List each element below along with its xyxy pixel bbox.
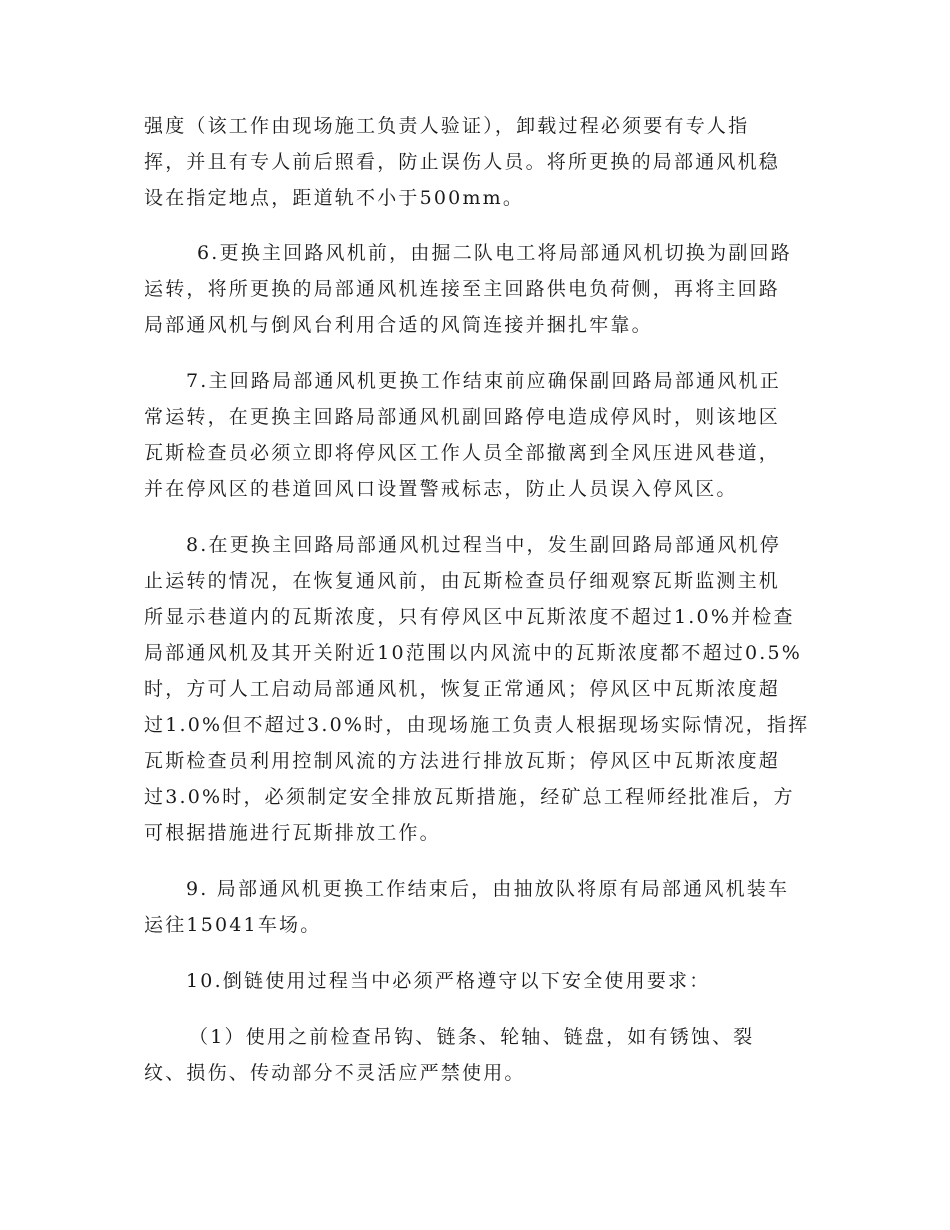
paragraph-line: 可根据措施进行瓦斯排放工作。: [144, 822, 441, 844]
paragraph-line: 设在指定地点，距道轨不小于500mm。: [144, 187, 525, 209]
paragraph-line: 过3.0%时，必须制定安全排放瓦斯措施，经矿总工程师经批准后，方: [144, 786, 795, 808]
paragraph-line: 8.在更换主回路局部通风机过程当中，发生副回路局部通风机停: [186, 534, 781, 556]
paragraph-line: 瓦斯检查员利用控制风流的方法进行排放瓦斯；停风区中瓦斯浓度超: [144, 750, 781, 772]
paragraph-line: 9. 局部通风机更换工作结束后，由抽放队将原有局部通风机装车: [186, 878, 790, 900]
paragraph-line: 7.主回路局部通风机更换工作结束前应确保副回路局部通风机正: [186, 370, 781, 392]
paragraph-line: 止运转的情况，在恢复通风前，由瓦斯检查员仔细观察瓦斯监测主机: [144, 570, 781, 592]
paragraph-line: （1）使用之前检查吊钩、链条、轮轴、链盘，如有锈蚀、裂: [189, 1026, 755, 1048]
paragraph-line: 运转，将所更换的局部通风机连接至主回路供电负荷侧，再将主回路: [144, 278, 781, 300]
paragraph-line: 10.倒链使用过程当中必须严格遵守以下安全使用要求：: [186, 970, 711, 992]
paragraph-line: 强度（该工作由现场施工负责人验证），卸载过程必须要有专人指: [144, 115, 750, 137]
paragraph-line: 局部通风机与倒风台利用合适的风筒连接并捆扎牢靠。: [144, 314, 653, 336]
paragraph-line: 并在停风区的巷道回风口设置警戒标志，防止人员误入停风区。: [144, 478, 738, 500]
paragraph-line: 挥，并且有专人前后照看，防止误伤人员。将所更换的局部通风机稳: [144, 151, 781, 173]
paragraph-line: 过1.0%但不超过3.0%时，由现场施工负责人根据现场实际情况，指挥: [144, 714, 810, 736]
paragraph-line: 6.更换主回路风机前，由掘二队电工将局部通风机切换为副回路: [197, 242, 792, 264]
paragraph-line: 纹、损伤、传动部分不灵活应严禁使用。: [144, 1062, 526, 1084]
paragraph-line: 常运转，在更换主回路局部通风机副回路停电造成停风时，则该地区: [144, 406, 781, 428]
paragraph-line: 运往15041车场。: [144, 914, 322, 936]
paragraph-line: 时，方可人工启动局部通风机，恢复正常通风；停风区中瓦斯浓度超: [144, 678, 781, 700]
paragraph-line: 所显示巷道内的瓦斯浓度，只有停风区中瓦斯浓度不超过1.0%并检查: [144, 606, 795, 628]
paragraph-line: 局部通风机及其开关附近10范围以内风流中的瓦斯浓度都不超过0.5%: [144, 642, 803, 664]
paragraph-line: 瓦斯检查员必须立即将停风区工作人员全部撤离到全风压进风巷道，: [144, 442, 781, 464]
